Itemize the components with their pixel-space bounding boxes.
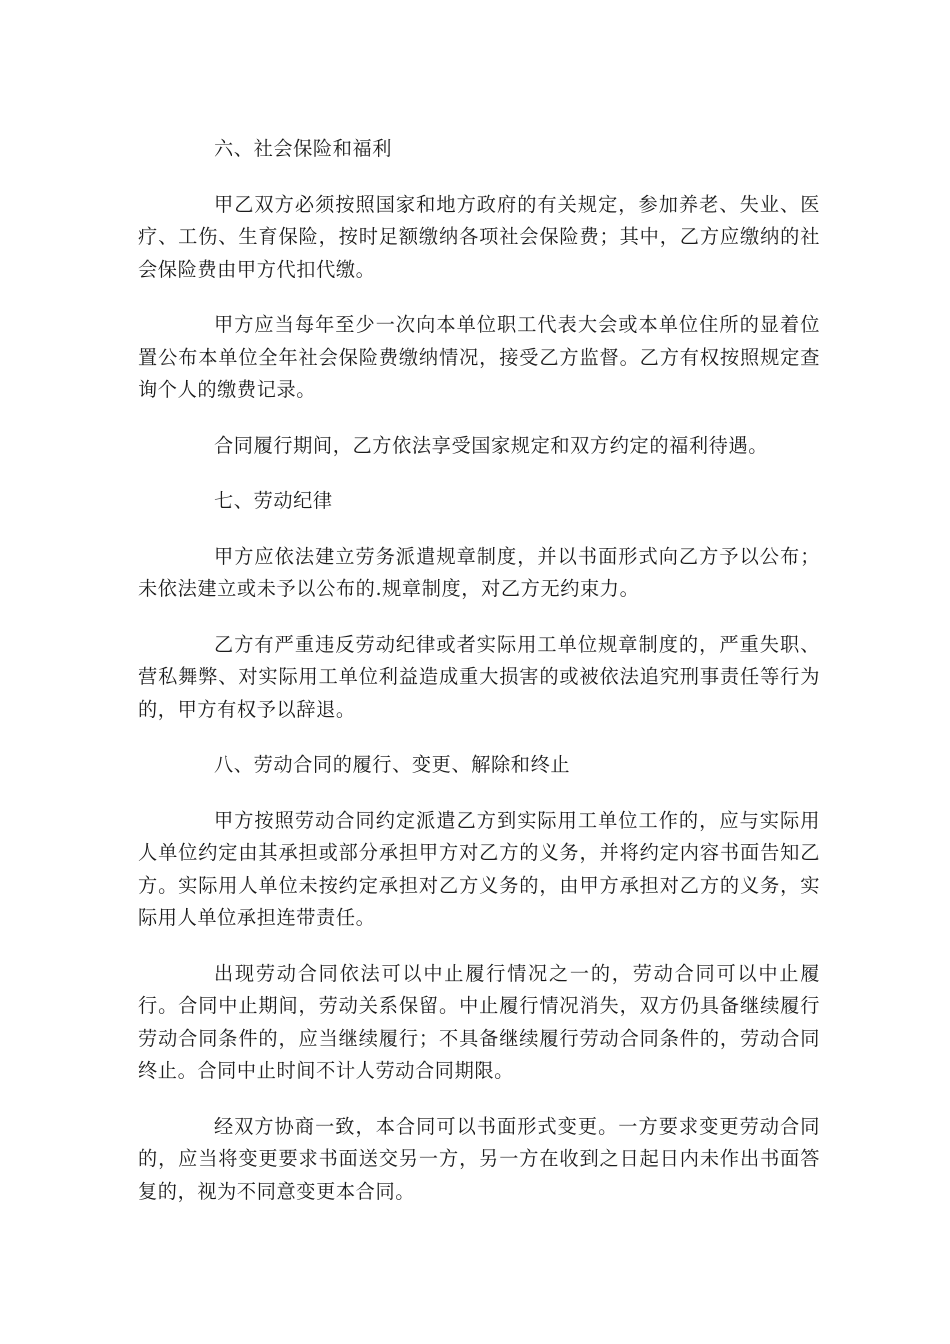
paragraph-rules-publication: 甲方应依法建立劳务派遣规章制度，并以书面形式向乙方予以公布；未依法建立或未予以公布的.规章制度，对乙方无约束力。 [138,544,820,600]
paragraph-contract-modification: 经双方协商一致，本合同可以书面形式变更。一方要求变更劳动合同的，应当将变更要求书面送交另一方，另一方在收到之日起日内未作出书面答复的，视为不同意变更本合同。 [138,1114,820,1203]
paragraph-welfare: 合同履行期间，乙方依法享受国家规定和双方约定的福利待遇。 [214,433,769,457]
paragraph-dispatch-obligations: 甲方按照劳动合同约定派遣乙方到实际用工单位工作的，应与实际用人单位约定由其承担或部分承担甲方对乙方的义务，并将约定内容书面告知乙方。实际用人单位未按约定承担对乙方义务的，由甲方承担对乙方的义务，实际用人单位承担连带责任。 [138,808,820,929]
section-heading-social-insurance: 六、社会保险和福利 [214,137,393,160]
paragraph-contract-suspension: 出现劳动合同依法可以中止履行情况之一的，劳动合同可以中止履行。合同中止期间，劳动关系保留。中止履行情况消失，双方仍具备继续履行劳动合同条件的，应当继续履行；不具备继续履行劳动合同条件的，劳动合同终止。合同中止时间不计人劳动合同期限。 [138,961,820,1082]
section-heading-contract-performance: 八、劳动合同的履行、变更、解除和终止 [214,753,571,776]
paragraph-insurance-contribution: 甲乙双方必须按照国家和地方政府的有关规定，参加养老、失业、医疗、工伤、生育保险，按时足额缴纳各项社会保险费；其中，乙方应缴纳的社会保险费由甲方代扣代缴。 [138,192,820,281]
document-body [138,133,820,1231]
section-heading-labor-discipline: 七、劳动纪律 [214,489,333,512]
paragraph-insurance-disclosure: 甲方应当每年至少一次向本单位职工代表大会或本单位住所的显着位置公布本单位全年社会保险费缴纳情况，接受乙方监督。乙方有权按照规定查询个人的缴费记录。 [138,313,820,401]
paragraph-dismissal: 乙方有严重违反劳动纪律或者实际用工单位规章制度的，严重失职、营私舞弊、对实际用工单位利益造成重大损害的或被依法追究刑事责任等行为的，甲方有权予以辞退。 [138,632,820,721]
